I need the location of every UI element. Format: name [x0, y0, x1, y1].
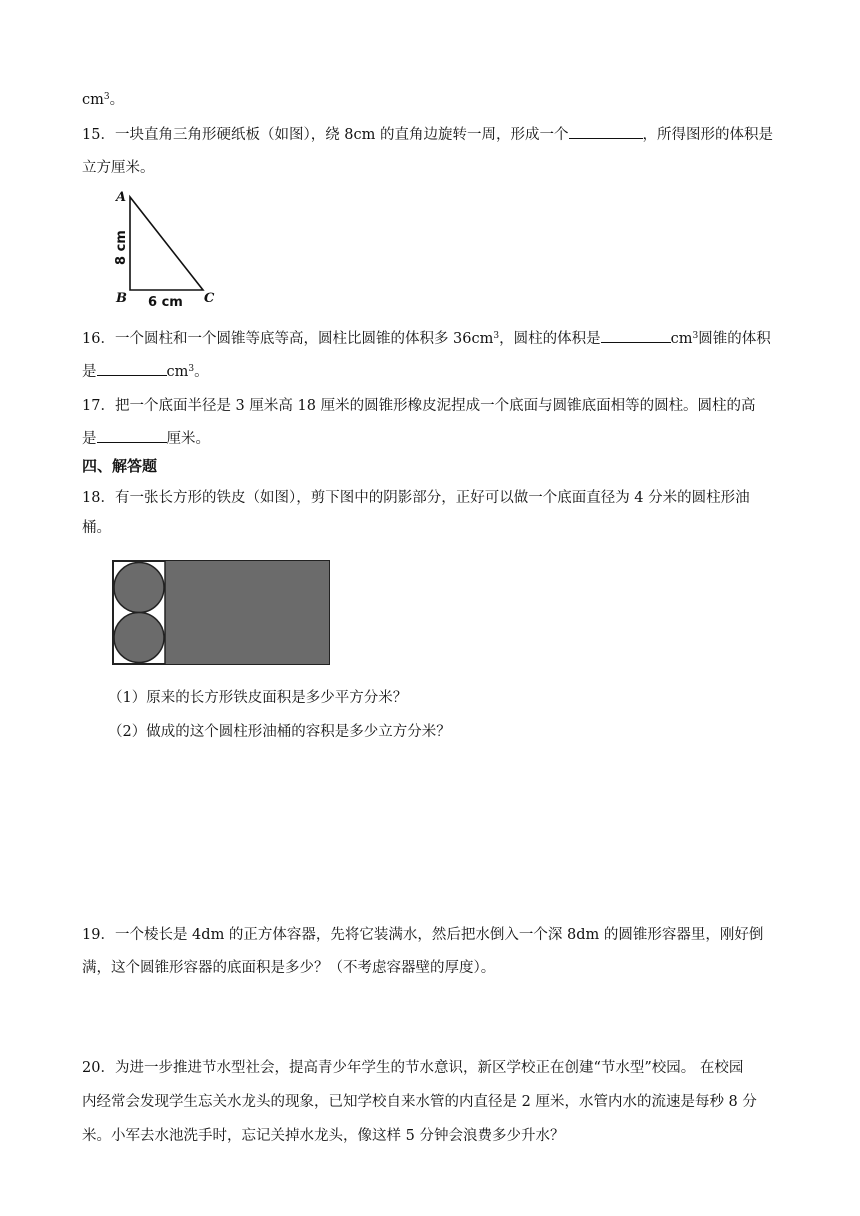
question-20-line-2	[82, 1092, 757, 1112]
question-number: 19．	[82, 927, 115, 943]
question-text: 满，这个圆锥形容器的底面积是多少？（不考虑容器壁的厚度）。	[82, 960, 496, 976]
vertex-a-label: A	[116, 190, 127, 205]
triangle-shape	[130, 197, 203, 290]
unit-text: cm	[166, 364, 189, 380]
question-18-part-2: （2）做成的这个圆柱形油桶的容积是多少立方分米？	[108, 724, 451, 740]
unit-text: cm	[82, 92, 104, 108]
question-16-line-2: 是 $cm^3$。	[82, 361, 209, 382]
iron-sheet-figure	[110, 558, 334, 668]
circle-bottom	[114, 613, 164, 663]
question-15-line-1	[82, 124, 773, 145]
suffix-text: 。	[109, 92, 125, 108]
question-text: 桶。	[82, 520, 111, 536]
answer-blank[interactable]	[97, 361, 167, 376]
section-heading: 四、解答题	[82, 457, 158, 475]
question-17-line-2	[82, 428, 210, 449]
question-text: 是	[82, 364, 97, 380]
question-number: 16．	[82, 331, 115, 347]
question-number: 15．	[82, 127, 115, 143]
unit-text: cm	[670, 331, 693, 347]
question-17-line-1	[82, 396, 756, 416]
continuation-line	[82, 90, 124, 110]
answer-blank[interactable]	[601, 328, 671, 343]
question-19-line-2	[82, 958, 495, 978]
question-text: 立方厘米。	[82, 160, 155, 176]
shaded-rectangle	[165, 561, 329, 664]
question-number: 18．	[82, 490, 115, 506]
side-ab-label: 8 cm	[114, 230, 129, 265]
question-text: ，圆柱的体积是	[499, 331, 601, 347]
question-text: 把一个底面半径是 3 厘米高 18 厘米的圆锥形橡皮泥捏成一个底面与圆锥底面相等的圆柱。圆柱的高	[114, 398, 756, 414]
question-text: 为进一步推进节水型社会，提高青少年学生的节水意识，新区学校正在创建“节水型”校园。 在校园	[114, 1060, 744, 1076]
question-16-line-1: 16．一个圆柱和一个圆锥等底等高，圆柱比圆锥的体积多 $36cm^3$，圆柱的体积是 $cm^3$圆锥的体积	[82, 328, 771, 349]
answer-blank[interactable]	[97, 428, 167, 443]
right-triangle-figure	[108, 185, 228, 310]
question-text: 有一张长方形的铁皮（如图），剪下图中的阴影部分，正好可以做一个底面直径为 4 分米的圆柱形油	[114, 490, 750, 506]
question-text: 一个棱长是 4dm 的正方体容器，先将它装满水，然后把水倒入一个深 8dm 的圆锥形容器里，刚好倒	[114, 927, 764, 943]
question-text: 一块直角三角形硬纸板（如图），绕 8cm 的直角边旋转一周，形成一个	[114, 127, 569, 143]
question-20-line-1	[82, 1058, 743, 1078]
question-15-line-2	[82, 158, 155, 178]
side-bc-label: 6 cm	[148, 295, 183, 310]
question-number: 17．	[82, 398, 115, 414]
vertex-b-label: B	[116, 291, 127, 306]
question-number: 20．	[82, 1060, 115, 1076]
question-18-line-1	[82, 488, 750, 508]
question-text: 米。小军去水池洗手时，忘记关掉水龙头，像这样 5 分钟会浪费多少升水？	[82, 1128, 565, 1144]
circle-top	[114, 563, 164, 613]
question-text: ，所得图形的体积是	[642, 127, 774, 143]
question-20-line-3	[82, 1126, 564, 1146]
question-text: 圆锥的体积	[698, 331, 771, 347]
question-text: 厘米。	[166, 431, 210, 447]
question-18-part-1: （1）原来的长方形铁皮面积是多少平方分米？	[108, 690, 408, 706]
question-text: 内经常会发现学生忘关水龙头的现象，已知学校自来水管的内直径是 2 厘米，水管内水的流速是每秒 8 分	[82, 1094, 757, 1110]
question-19-line-1	[82, 925, 763, 945]
vertex-c-label: C	[204, 291, 215, 306]
question-text: 是	[82, 431, 97, 447]
question-18-line-2	[82, 518, 111, 538]
answer-blank[interactable]	[569, 124, 643, 139]
question-text: 一个圆柱和一个圆锥等底等高，圆柱比圆锥的体积多 36cm	[114, 331, 494, 347]
superscript: 3	[103, 92, 110, 102]
